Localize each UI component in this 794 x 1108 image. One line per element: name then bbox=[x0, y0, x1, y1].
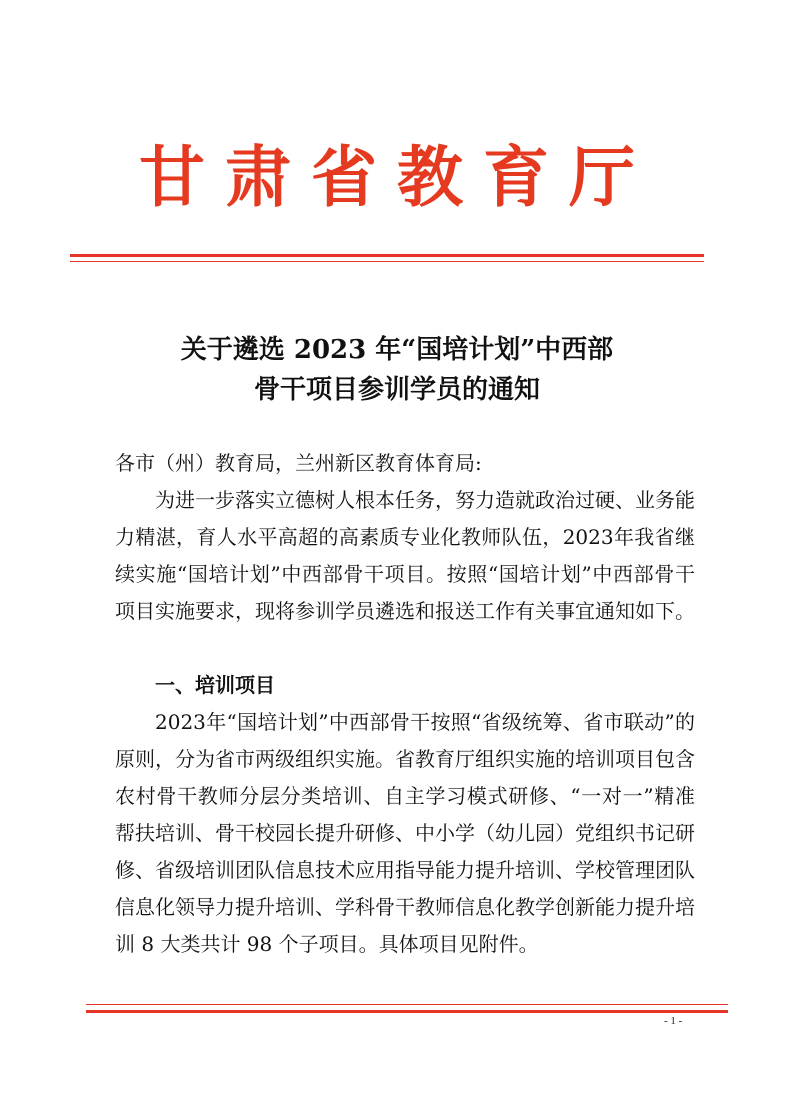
footer-rule-thick bbox=[86, 1010, 728, 1013]
header-rule-thick bbox=[70, 254, 704, 257]
issuing-authority-header: 甘肃省教育厅 bbox=[139, 139, 655, 216]
footer-rule-thin bbox=[86, 1004, 728, 1005]
section1-paragraph: 2023年“国培计划”中西部骨干按照“省级统筹、省市联动”的原则，分为省市两级组织实施。省教育厅组织实施的培训项目包含农村骨干教师分层分类培训、自主学习模式研修、“一对一”精准帮扶培训、骨干校园长提升研修、中小学（幼儿园）党组织书记研修、省级培训团队信息技术应用指导能力提升培训、学校管理团队信息化领导力提升培训、学科骨干教师信息化教学创新能力提升培训 8 大类共计 98 个子项目。具体项目见附件。 bbox=[115, 710, 695, 956]
header-rule-thin bbox=[70, 261, 704, 262]
notice-title-line1: 关于遴选 2023 年“国培计划”中西部 bbox=[180, 335, 614, 365]
intro-paragraph: 为进一步落实立德树人根本任务，努力造就政治过硬、业务能力精湛，育人水平高超的高素质专业化教师队伍，2023年我省继续实施“国培计划”中西部骨干项目。按照“国培计划”中西部骨干项目实施要求，现将参训学员遴选和报送工作有关事宜通知如下。 bbox=[115, 488, 695, 623]
section-heading-training-projects: 一、培训项目 bbox=[155, 673, 275, 697]
notice-title-line2: 骨干项目参训学员的通知 bbox=[253, 375, 540, 405]
salutation: 各市（州）教育局，兰州新区教育体育局: bbox=[115, 451, 482, 475]
page-number: - 1 - bbox=[664, 1015, 683, 1027]
